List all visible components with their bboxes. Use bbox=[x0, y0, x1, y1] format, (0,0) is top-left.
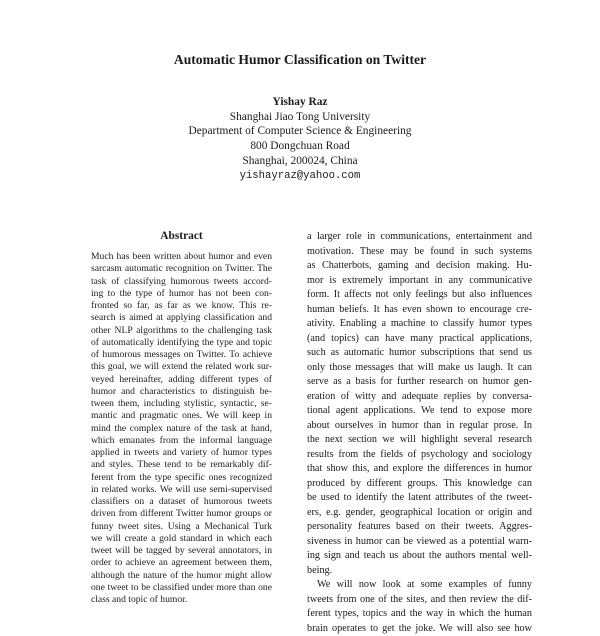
text-line: veyed hereinafter, adding different types of bbox=[91, 374, 272, 386]
text-line: only those messages that will make us laugh. It can bbox=[307, 361, 532, 376]
text-line: being. bbox=[307, 564, 532, 579]
text-line: sarcasm automatic recognition on Twitter. The bbox=[91, 263, 272, 275]
text-line: driven from different Twitter humor groups or bbox=[91, 508, 272, 520]
text-line: classifiers on a dataset of humorous tweets bbox=[91, 496, 272, 508]
text-line: such as automatic humor subscriptions that send us bbox=[307, 346, 532, 361]
text-line: that show this, and explore the differences in humor bbox=[307, 462, 532, 477]
text-line: ers, e.g. gender, geographical location or origin and bbox=[307, 506, 532, 521]
text-line: form. It affects not only feelings but also influences bbox=[307, 288, 532, 303]
text-line: as Chatterbots, gaming and decision making. Hu- bbox=[307, 259, 532, 274]
text-line: which emanates from the informal language bbox=[91, 435, 272, 447]
text-line: ferent from the type specific ones recognized bbox=[91, 472, 272, 484]
text-line: tween them, including stylistic, syntactic, se- bbox=[91, 398, 272, 410]
text-line: siveness in humor can be viewed as a potential warn- bbox=[307, 535, 532, 550]
author-email: yishayraz@yahoo.com bbox=[0, 169, 600, 184]
author-name: Yishay Raz bbox=[0, 95, 600, 110]
text-line: We will now look at some examples of funny bbox=[307, 578, 532, 593]
text-line: of automatically identifying the type and topic bbox=[91, 337, 272, 349]
text-line: one tweet to be classified under more than one bbox=[91, 582, 272, 594]
text-line: although the nature of the humor might allow bbox=[91, 570, 272, 582]
text-line: eration of witty and adequate replies by conversa- bbox=[307, 390, 532, 405]
text-line: humor and characteristics to distinguish be- bbox=[91, 386, 272, 398]
text-line: search is aimed at applying classification and bbox=[91, 312, 272, 324]
text-line: brain operates to get the joke. We will also see how bbox=[307, 622, 532, 636]
text-line: mor is extremely important in any communicative bbox=[307, 274, 532, 289]
affiliation-line: 800 Dongchuan Road bbox=[0, 139, 600, 154]
body-text-right-column bbox=[307, 230, 532, 636]
text-line: we will create a gold standard in which each bbox=[91, 533, 272, 545]
text-line: of humorous messages on Twitter. To achieve bbox=[91, 349, 272, 361]
text-line: serve as a basis for further research on humor gen- bbox=[307, 375, 532, 390]
abstract-text bbox=[91, 251, 272, 606]
text-line: a larger role in communications, entertainment and bbox=[307, 230, 532, 245]
text-line: Much has been written about humor and even bbox=[91, 251, 272, 263]
text-line: in related works. We will use semi-supervised bbox=[91, 484, 272, 496]
text-line: other NLP algorithms to the challenging task bbox=[91, 325, 272, 337]
text-line: applied in tweets and variety of humor types bbox=[91, 447, 272, 459]
text-line: human beliefs. It has even shown to encourage cre- bbox=[307, 303, 532, 318]
text-line: order to achieve an agreement between them, bbox=[91, 557, 272, 569]
text-line: mind the complex nature of the task at hand, bbox=[91, 423, 272, 435]
text-line: ing to the type of humor has not been con- bbox=[91, 288, 272, 300]
text-line: personality features based on their tweets. Aggres- bbox=[307, 520, 532, 535]
text-line: (and topics) can have many practical applications, bbox=[307, 332, 532, 347]
paper-title: Automatic Humor Classification on Twitter bbox=[0, 52, 600, 68]
text-line: tweet will be tagged by several annotators, in bbox=[91, 545, 272, 557]
affiliation-line: Shanghai Jiao Tong University bbox=[0, 110, 600, 125]
text-line: fronted so far, as far as we know. This re- bbox=[91, 300, 272, 312]
text-line: this goal, we will extend the related work sur- bbox=[91, 361, 272, 373]
text-line: funny tweet sites. Using a Mechanical Turk bbox=[91, 521, 272, 533]
text-line: tweets from one of the sites, and then review the dif- bbox=[307, 593, 532, 608]
author-block bbox=[0, 95, 600, 183]
abstract-heading: Abstract bbox=[91, 229, 272, 243]
text-line: be used to identify the latent attributes of the tweet- bbox=[307, 491, 532, 506]
text-line: class and topic of humor. bbox=[91, 594, 272, 606]
text-line: motivation. These may be found in such systems bbox=[307, 245, 532, 260]
text-line: ativity. Enabling a machine to classify humor types bbox=[307, 317, 532, 332]
text-line: ferent types, topics and the way in which the human bbox=[307, 607, 532, 622]
text-line: task of classifying humorous tweets accord- bbox=[91, 276, 272, 288]
text-line: tional agent applications. We tend to expose more bbox=[307, 404, 532, 419]
text-line: mantic and pragmatic ones. We will keep in bbox=[91, 410, 272, 422]
text-line: ing sign and teach us about the authors mental well- bbox=[307, 549, 532, 564]
affiliation-line: Department of Computer Science & Engineering bbox=[0, 124, 600, 139]
text-line: results from the fields of psychology and sociology bbox=[307, 448, 532, 463]
text-line: and styles. These tend to be remarkably dif- bbox=[91, 459, 272, 471]
affiliation-line: Shanghai, 200024, China bbox=[0, 154, 600, 169]
text-line: the next section we will highlight several research bbox=[307, 433, 532, 448]
text-line: produced by different groups. This knowledge can bbox=[307, 477, 532, 492]
text-line: about ourselves in humor than in regular prose. In bbox=[307, 419, 532, 434]
